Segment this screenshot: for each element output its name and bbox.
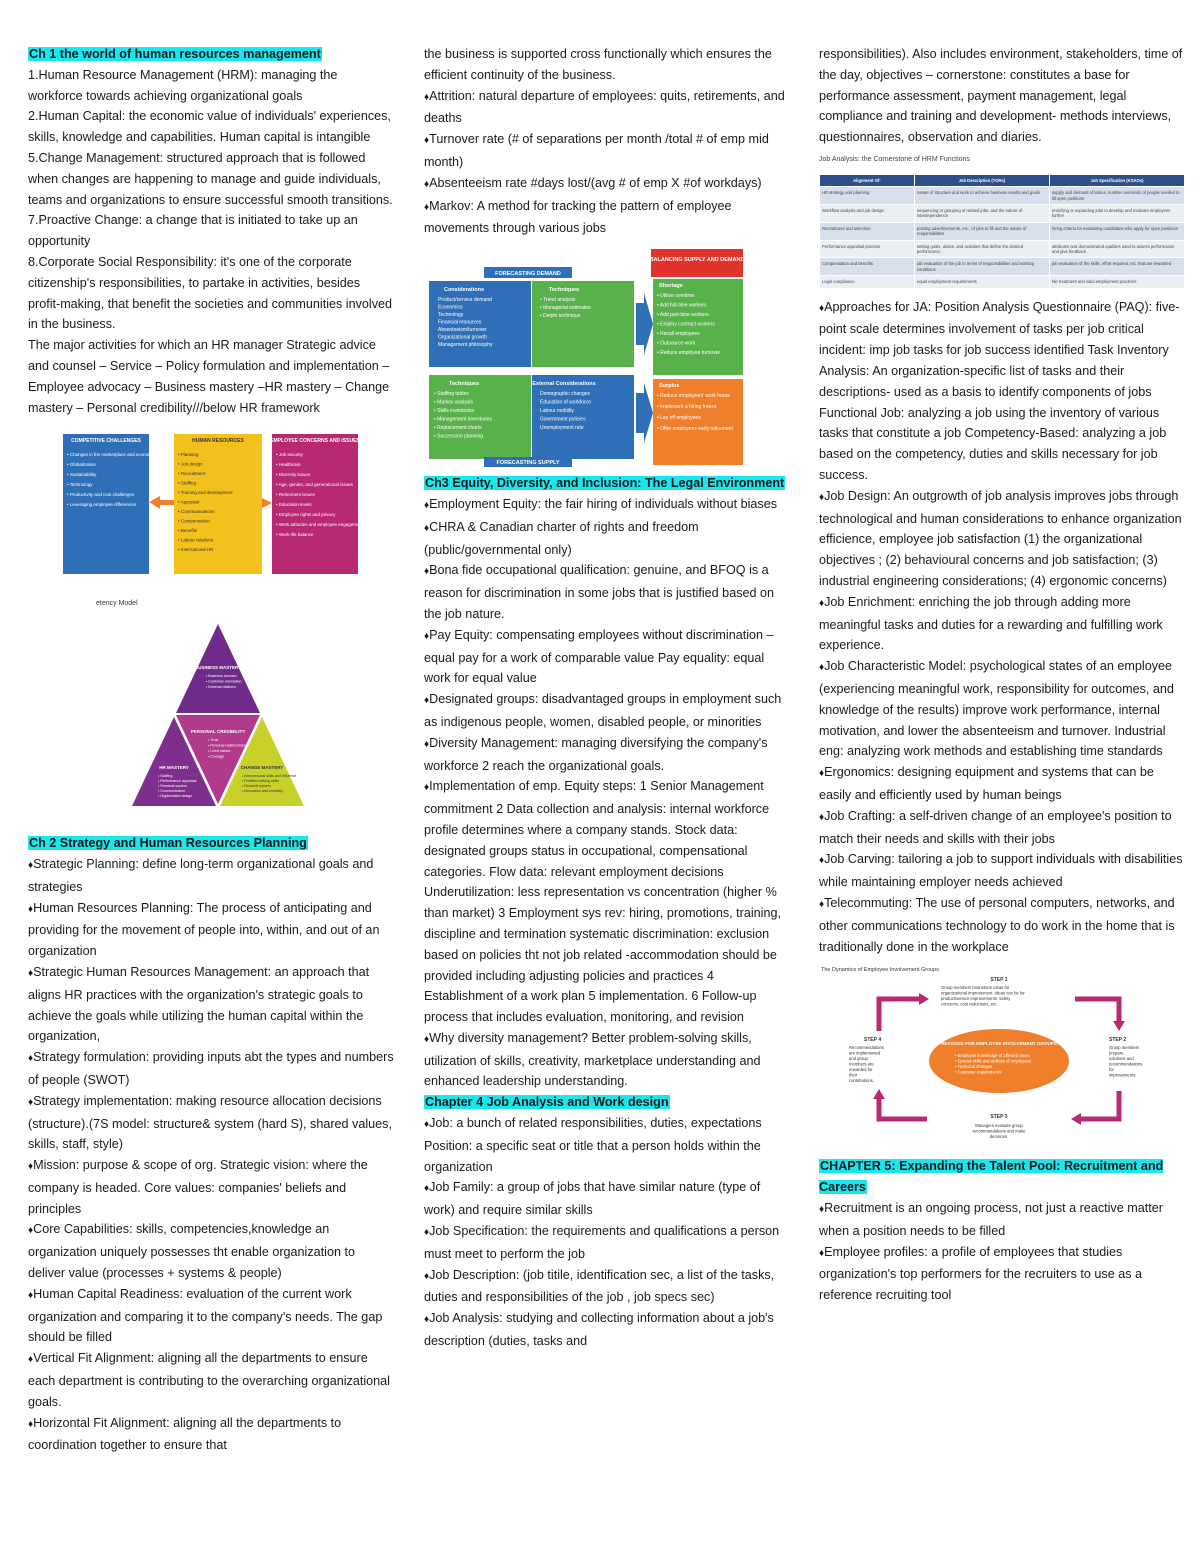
equity-steps: ♦ Implementation of emp. Equity steps: 1 Senior Management commitment 2 Data collection and analysis: internal workforce profile determines where a company stands. Stock data: designated groups status in occupational, compensational categories. Flow data: relevant employment decisions Underutilization: less representation vs concentration (higher % than market) 3 Employment sys rev: hiring, promotions, training, discipline and termination systematic discrimination: exclusion based on policies tht not job related -accommodation should be provided including adjusting policies and practices 4 Establishment of a work plan 5 implementation. 6 Follow-up process that includes evaluation, monitoring, and revision	[424, 776, 790, 1028]
pyr-top-title: BUSINESS MASTERY	[194, 665, 242, 671]
arrow-left-icon	[149, 496, 174, 509]
fc-demand-title: FORECASTING DEMAND	[495, 271, 561, 278]
pyr-right-title: CHANGE MASTERY	[240, 765, 284, 771]
ja-table-cell: HR strategy and planning	[820, 187, 915, 205]
eig-step3-line: recommendations and make	[972, 1128, 1026, 1134]
eig-step1-line: concerns, cost reductions, etc.	[941, 1001, 998, 1007]
competency-model-caption: etency Model	[96, 600, 138, 608]
fw-challenge-item: • Productivity and cost challenges	[67, 492, 135, 498]
fc-shortage-item: • Utilize overtime	[657, 293, 695, 300]
chra-charter: ♦ CHRA & Canadian charter of rights and freedom (public/governmental only)	[424, 517, 790, 561]
eig-step4: STEP 4	[864, 1037, 882, 1044]
fc-tech2-title: Techniques	[448, 381, 480, 388]
fc-shortage-title: Shortage	[659, 283, 683, 290]
fw-challenge-item: • Technology	[67, 482, 93, 488]
ja-table-cell: Recruitment and selection	[820, 222, 915, 240]
fc-technique-item: • Trend analysis	[540, 297, 576, 304]
forecasting-figure	[424, 245, 790, 467]
fc-external-item: Education of workforce	[540, 399, 591, 406]
core-capabilities: ♦ Core Capabilities: skills, competencies,knowledge an organization uniquely possesses tht enable organization to deliver value (processes + systems & people)	[28, 1219, 394, 1283]
eig-arrow-2-icon	[1113, 1021, 1125, 1031]
fc-technique-item: • Managerial estimates	[540, 305, 591, 312]
job-position: ♦ Job: a bunch of related responsibilities, duties, expectations Position: a specific seat or title that a person holds within the organization	[424, 1113, 790, 1177]
eig-reason-item: • Special skills and abilities of employees	[955, 1058, 1031, 1064]
eig-step4-line: Recommendations	[849, 1045, 884, 1051]
ja-approaches: ♦ Approaches for JA: Position Analysis Questionnaire (PAQ): five-point scale determines involvement of tasks per job critical incident: imp job tasks for job success identified Task Inventory Analysis: An organization-specific list of tasks and their descriptions- used as a basis to identify components of jobs Functional Job: analyzing a job using the inventory of various tasks that constitute a job Competency-Based: analyzing a job based on the competency, duties and skills necessary for job success.	[819, 297, 1185, 486]
fc-technique2-item: • Replacement charts	[434, 425, 482, 432]
job-family: ♦ Job Family: a group of jobs that have similar nature (type of work) and require similar skills	[424, 1177, 790, 1221]
pyr-left-item: • Performance appraisal	[158, 779, 197, 784]
eig-arrow-3-icon	[1071, 1113, 1081, 1125]
attrition: ♦ Attrition: natural departure of employees: quits, retirements, and deaths	[424, 86, 790, 130]
fc-shortage-item: • Employ contract workers	[657, 321, 715, 328]
ja-table-row	[820, 276, 1185, 288]
ja-table-row	[820, 240, 1185, 258]
competency-pyramid-figure	[28, 621, 394, 821]
job-specification: ♦ Job Specification: the requirements and qualifications a person must meet to perform the job	[424, 1221, 790, 1265]
fc-shortage-item: • Outsource work	[657, 340, 696, 347]
fc-technique2-item: • Staffing tables	[434, 391, 469, 398]
pay-equity: ♦ Pay Equity: compensating employees without discrimination – equal pay for a work of comparable value Pay equality: equal work for equal value	[424, 625, 790, 689]
job-characteristic-model: ♦ Job Characteristic Model: psychological states of an employee (experiencing meaningful work, responsibility for outcomes, and knowledge of the results) improve work performance, internal motivation, and lower the absenteeism and turnover. Industrial eng: analyzing work methods and establishing time standards	[819, 656, 1185, 762]
fw-c1-title: COMPETITIVE CHALLENGES	[71, 438, 141, 445]
pyr-right-item: • Rewards system	[242, 784, 271, 789]
ja-table-cell: fair treatment and valid employment practices	[1049, 276, 1184, 288]
fc-consideration-item: Organizational growth	[438, 334, 487, 341]
fc-shortage-item: • Add part-time workers	[657, 312, 709, 319]
eig-step2-line: improvements.	[1109, 1072, 1137, 1078]
bfoq: ♦ Bona fide occupational qualification: genuine, and BFOQ is a reason for discrimination in some jobs that is justified based on the job nature.	[424, 560, 790, 624]
eig-step1-line: organizational improvement. Ideas can be for	[941, 990, 1025, 996]
eig-step2-line: solutions and	[1109, 1056, 1134, 1062]
ja-table-cell: enriching or expanding jobs to develop and motivate employees further	[1049, 205, 1184, 223]
ja-table-cell: Workflow analysis and job design	[820, 205, 915, 223]
fc-surplus-item: • Lay off employees	[657, 415, 701, 422]
eig-step3-line: Managers evaluate group	[975, 1123, 1023, 1129]
ja-table-cell: job evaluation of the job in terms of responsibilities and working conditions	[914, 258, 1049, 276]
fc-consideration-item: Financial resources	[438, 319, 482, 326]
fc-consideration-item: Product/service demand	[438, 297, 492, 304]
ja-table-row	[820, 187, 1185, 205]
column-1	[28, 44, 394, 1456]
absenteeism-rate: ♦ Absenteeism rate #days lost/(avg # of emp X #of workdays)	[424, 173, 790, 196]
eig-step2-line: prepare	[1109, 1050, 1124, 1056]
ch4-heading: Chapter 4 Job Analysis and Work design	[425, 1095, 669, 1110]
hrm-definition: 1.Human Resource Management (HRM): managing the workforce towards achieving organizational goals	[28, 67, 338, 103]
ja-table-row	[820, 222, 1185, 240]
turnover-rate: ♦ Turnover rate (# of separations per month /total # of emp mid month)	[424, 129, 790, 173]
fc-consideration-item: Absenteeism/turnover	[438, 327, 487, 334]
pyr-mid-title: PERSONAL CREDIBILITY	[190, 729, 246, 735]
eig-reason-item: • Technical changes	[955, 1064, 993, 1070]
ja-table-row	[820, 205, 1185, 223]
fw-concern-item: • Job security	[276, 452, 303, 458]
ja-table-figure	[819, 150, 1185, 289]
telecommuting: ♦ Telecommuting: The use of personal computers, networks, and other communications technology to do work in the home that is traditionally done in the workplace	[819, 893, 1185, 957]
eig-step1: STEP 1	[990, 977, 1008, 984]
eig-step1-line: Group members brainstorm ideas for	[941, 985, 1010, 991]
ch1-heading: Ch 1 the world of human resources management	[29, 47, 321, 61]
pyr-mid-item: • Personal relationships	[208, 743, 246, 748]
eig-step3-line: decisions.	[989, 1134, 1009, 1140]
eig-step2-line: for	[1109, 1067, 1114, 1073]
eig-arrow-4-icon	[873, 1089, 885, 1099]
ja-table-cell: Performance appraisal process	[820, 240, 915, 258]
fw-concern-item: • Education levels	[276, 502, 312, 508]
ja-table-header: Job Specification (KSAOs)	[1049, 174, 1184, 186]
fc-technique2-item: • Skills inventories	[434, 408, 475, 415]
fw-challenge-item: • Globalization	[67, 462, 96, 468]
fw-concern-item: • Age, gender, and generational issues	[276, 482, 353, 488]
ja-table-cell: equal employment requirements	[914, 276, 1049, 288]
fw-c3-title: EMPLOYEE CONCERNS AND ISSUES	[270, 438, 360, 445]
eig-step4-line: members are	[849, 1061, 874, 1067]
fc-shortage-item: • Recall employees	[657, 331, 700, 338]
ja-table-cell: job evaluation of the skills, effort required, etc. that are rewarded	[1049, 258, 1184, 276]
ja-table-cell: setting goals, duties, and activities that define the desired performance	[914, 240, 1049, 258]
pyr-mid-item: • Lived values	[208, 749, 231, 754]
mission-vision-values: ♦ Mission: purpose & scope of org. Strategic vision: where the company is headed. Core values: companies' beliefs and principles	[28, 1155, 394, 1219]
job-carving: ♦ Job Carving: tailoring a job to support individuals with disabilities while maintaining employer needs achieved	[819, 849, 1185, 893]
ja-table-header: Job Description (TORs)	[914, 174, 1049, 186]
human-capital-definition: 2.Human Capital: the economic value of individuals' experiences, skills, knowledge and capabilities. Human capital is intangible	[28, 109, 391, 145]
fc-external-item: Government policies	[540, 416, 586, 423]
job-enrichment: ♦ Job Enrichment: enriching the job through adding more meaningful tasks and duties for a rewarding and fulfilling work experience.	[819, 592, 1185, 656]
vertical-fit: ♦ Vertical Fit Alignment: aligning all the departments to ensure each department is contributing to the overarching organizational goals.	[28, 1348, 394, 1412]
pyr-mid-item: • Trust	[208, 738, 219, 743]
fw-hr-item: • Training and development	[178, 490, 233, 496]
eig-step1-line: product/service improvements, safety	[941, 996, 1011, 1002]
pyr-left-item: • Staffing	[158, 774, 173, 779]
eig-step2: STEP 2	[1109, 1037, 1127, 1044]
fw-challenge-item: • Leveraging employee differences	[67, 502, 137, 508]
ja-table-cell: Legal compliance	[820, 276, 915, 288]
why-diversity: ♦ Why diversity management? Better problem-solving skills, utilization of skills, creativity, marketplace understanding and enhanced leadership understanding.	[424, 1028, 790, 1092]
fw-hr-item: • Communications	[178, 509, 215, 515]
ja-table-cell: sequencing or grouping of related jobs, and the nature of interdependence	[914, 205, 1049, 223]
fw-hr-item: • International HR	[178, 547, 214, 553]
fc-external-item: Demographic changes	[540, 391, 591, 398]
strategic-hrm: ♦ Strategic Human Resources Management: an approach that aligns HR practices with the organization's strategic goals to achieve the goals while utilizing the human capital within the organization,	[28, 962, 394, 1047]
fc-tech1-title: Techniques	[548, 287, 580, 294]
fc-surplus-title: Surplus	[659, 383, 680, 390]
ja-table-cell: attributes and demonstrated qualities used to assess performance and give feedback	[1049, 240, 1184, 258]
eig-step3: STEP 3	[990, 1114, 1008, 1121]
human-capital-readiness: ♦ Human Capital Readiness: evaluation of the current work organization and comparing it to the company's needs. The gap should be filled	[28, 1284, 394, 1348]
fw-hr-item: • Appraisal	[178, 499, 200, 505]
fc-balancing-title: BALANCING SUPPLY AND DEMAND	[649, 257, 745, 264]
strategy-implementation: ♦ Strategy implementation: making resource allocation decisions (structure).(7S model: structure& system (hard S), shared values, skills, staff, style)	[28, 1091, 394, 1155]
eig-reason-item: • Employee knowledge of affected areas	[955, 1053, 1030, 1059]
employment-equity: ♦ Employment Equity: the fair hiring of individuals without biases	[424, 494, 790, 517]
fw-hr-item: • Job design	[178, 461, 203, 467]
csr-definition: 8.Corporate Social Responsibility: it's one of the corporate citizenship's responsibilities, to partake in activities, besides profit-making, that benefit the societies and communities involved in the business.	[28, 254, 393, 332]
ja-table-cell: posting advertisements, etc., of jobs to fill and the nature of responsibilities	[914, 222, 1049, 240]
pyr-top-item: • External relations	[206, 685, 237, 690]
fc-surplus-item: • Offer employees early retirement	[657, 426, 733, 433]
fc-external-item: Unemployment rate	[540, 425, 584, 432]
fc-external-item: Labour mobility	[540, 408, 574, 415]
fc-consideration-item: Management philosophy	[438, 342, 493, 349]
fw-concern-item: • Healthcare	[276, 462, 301, 468]
supply-arrow-icon	[636, 383, 653, 443]
pyr-top-item: • Customer orientation	[206, 679, 242, 684]
fw-challenge-item: • Sustainability	[67, 472, 97, 478]
diversity-management: ♦ Diversity Management: managing diversifying the company's workforce 2 reach the organizational goals.	[424, 733, 790, 777]
fc-surplus-item: • Reduce employees' work hours	[657, 393, 730, 400]
ja-table-header: Alignment Of:	[820, 174, 915, 186]
demand-arrow-icon	[636, 293, 653, 355]
ja-table-cell: hiring criteria for evaluating candidates who apply for open positions	[1049, 222, 1184, 240]
eig-step4-line: contributions.	[849, 1078, 874, 1084]
eig-step4-line: and group	[849, 1056, 868, 1062]
fw-hr-item: • Labour relations	[178, 537, 214, 543]
fw-concern-item: • Employee rights and privacy	[276, 512, 336, 518]
change-management-definition: 5.Change Management: structured approach that is followed when changes are happening to manage and guide individuals, teams and organizations to ensure successful smooth transitions.	[28, 150, 393, 207]
ja-table-caption: Job Analysis: the Cornerstone of HRM Functions	[819, 155, 970, 163]
pyr-right-item: • Innovation and creativity	[242, 789, 284, 794]
pyr-left-item: • Rewards system	[158, 784, 187, 789]
ch3-heading: Ch3 Equity, Diversity, and Inclusion: The Legal Environment	[425, 476, 785, 491]
horizontal-fit: ♦ Horizontal Fit Alignment: aligning all the departments to coordination together to ensure that	[28, 1413, 394, 1457]
fw-hr-item: • Benefits	[178, 528, 198, 534]
pyr-top-item: • Business acumen	[206, 674, 237, 679]
ja-table-cell: nature of structure and work to achieve business results and goals	[914, 187, 1049, 205]
fw-concern-item: • Diversity issues	[276, 472, 311, 478]
fw-concern-item: • Work-life balance	[276, 532, 314, 538]
pyr-right-item: • Problem-solving skills	[242, 779, 279, 784]
pyr-left-item: • Communication	[158, 789, 186, 794]
job-crafting: ♦ Job Crafting: a self-driven change of an employee's position to match their needs and skills with their jobs	[819, 806, 1185, 850]
fw-concern-item: • Retirement issues	[276, 492, 315, 498]
ch5-heading: CHAPTER 5: Expanding the Talent Pool: Recruitment and Careers	[819, 1159, 1164, 1195]
column-3	[819, 44, 1185, 1306]
ch2-heading: Ch 2 Strategy and Human Resources Planning	[29, 836, 307, 851]
eig-center-title: REASONS FOR EMPLOYEE INVOLVEMENT GROUPS	[941, 1041, 1057, 1047]
ja-table-row	[820, 258, 1185, 276]
strategic-planning: ♦ Strategic Planning: define long-term organizational goals and strategies	[28, 854, 394, 898]
fc-shortage-item: • Reduce employee turnover	[657, 350, 721, 357]
eig-step4-line: are implemented	[849, 1050, 881, 1056]
fc-supply-title: FORECASTING SUPPLY	[496, 460, 560, 467]
fc-surplus-item: • Implement a hiring freeze	[657, 404, 717, 411]
fc-technique2-item: • Succession planning	[434, 433, 484, 440]
hr-planning: ♦ Human Resources Planning: The process of anticipating and providing for the movement of people into, within, and out of an organization	[28, 898, 394, 962]
ja-table-cell: Compensation and benefits	[820, 258, 915, 276]
fw-hr-item: • Compensation	[178, 518, 210, 524]
job-design: ♦ Job Design: An outgrowth of job analysis improves jobs through technological and human considerations to enhance organization efficience, employee job satisfaction (1) the organizational objectives ; (2) behavioural concerns and job satisfaction; (3) industrial engineering considerations; (4) ergonomic concerns)	[819, 486, 1185, 592]
eig-reason-item: • Customer requirements	[955, 1069, 1002, 1075]
job-analysis-continued: responsibilities). Also includes environment, stakeholders, time of the day, objectives – cornerstone: constitutes a base for performance assessment, payment management, legal compliance and training and development- methods interviews, questionnaires, observation and diaries.	[819, 47, 1183, 145]
column-2	[424, 44, 790, 1352]
pyr-mid-item: • Courage	[208, 754, 225, 759]
pyr-right-item: • Interpersonal skills and influence	[242, 774, 297, 779]
employee-involvement-figure	[819, 961, 1185, 1156]
designated-groups: ♦ Designated groups: disadvantaged groups in employment such as indigenous people, women, disabled people, or minorities	[424, 689, 790, 733]
proactive-change-definition: 7.Proactive Change: a change that is initiated to take up an opportunity	[28, 213, 358, 249]
recruitment-ongoing: ♦ Recruitment is an ongoing process, not just a reactive matter when a position needs to be filled	[819, 1198, 1185, 1242]
fc-technique2-item: • Management inventories	[434, 416, 492, 423]
fw-hr-item: • Staffing	[178, 480, 197, 486]
fw-challenge-item: • Changes in the marketplace and economy	[67, 452, 155, 458]
eig-step2-line: Group members	[1109, 1045, 1140, 1051]
markov: ♦ Markov: A method for tracking the pattern of employee movements through various jobs	[424, 196, 790, 240]
fc-consideration-item: Technology	[438, 312, 464, 319]
strategy-formulation: ♦ Strategy formulation: providing inputs abt the types and numbers of people (SWOT)	[28, 1047, 394, 1091]
fc-technique-item: • Delphi technique	[540, 313, 581, 320]
fc-technique2-item: • Markov analysis	[434, 399, 473, 406]
pyr-left-title: HR MASTERY	[159, 765, 189, 771]
arrow-right-icon	[262, 498, 272, 508]
cross-functional-text: the business is supported cross functionally which ensures the efficient continuity of the business.	[424, 47, 772, 82]
fc-external-title: External Considerations	[532, 381, 596, 388]
ja-table-cell: supply and demand of labour, number and kinds of people needed to fill open positions	[1049, 187, 1184, 205]
ergonomics: ♦ Ergonomics: designing equipment and systems that can be easily and efficiently used by human beings	[819, 762, 1185, 806]
eig-step2-line: recommendations	[1109, 1061, 1143, 1067]
fw-concern-item: • Work attitudes and employee engagement	[276, 522, 364, 528]
employee-profiles: ♦ Employee profiles: a profile of employees that studies organization's top performers for the recruiters to use as a reference recruiting tool	[819, 1242, 1185, 1306]
eig-step4-line: rewarded for	[849, 1067, 873, 1073]
eig-title: The Dynamics of Employee Involvement Groups	[821, 967, 939, 974]
hr-manager-activities: The major activities for which an HR manager Strategic advice and counsel – Service – Policy formulation and implementation – Employee advocacy – Business mastery –HR mastery – Change mastery – Personal credibility///below HR framework	[28, 338, 390, 415]
ja-table	[819, 174, 1185, 289]
fc-shortage-item: • Add full-time workers	[657, 302, 707, 309]
fw-hr-item: • Recruitment	[178, 471, 206, 477]
hr-framework-figure	[28, 432, 394, 592]
fc-considerations-title: Considerations	[443, 287, 485, 294]
fw-c2-title: HUMAN RESOURCES	[192, 438, 244, 445]
job-description: ♦ Job Description: (job titile, identification sec, a list of the tasks, duties and responsibilities of the job , job specs sec)	[424, 1265, 790, 1309]
pyr-left-item: • Organization design	[158, 794, 193, 799]
fc-consideration-item: Economics	[438, 304, 463, 311]
eig-arrow-1-icon	[919, 993, 929, 1005]
job-analysis: ♦ Job Analysis: studying and collecting information about a job's description (duties, tasks and	[424, 1308, 790, 1352]
eig-step4-line: their	[849, 1072, 858, 1078]
fw-hr-item: • Planning	[178, 452, 199, 458]
